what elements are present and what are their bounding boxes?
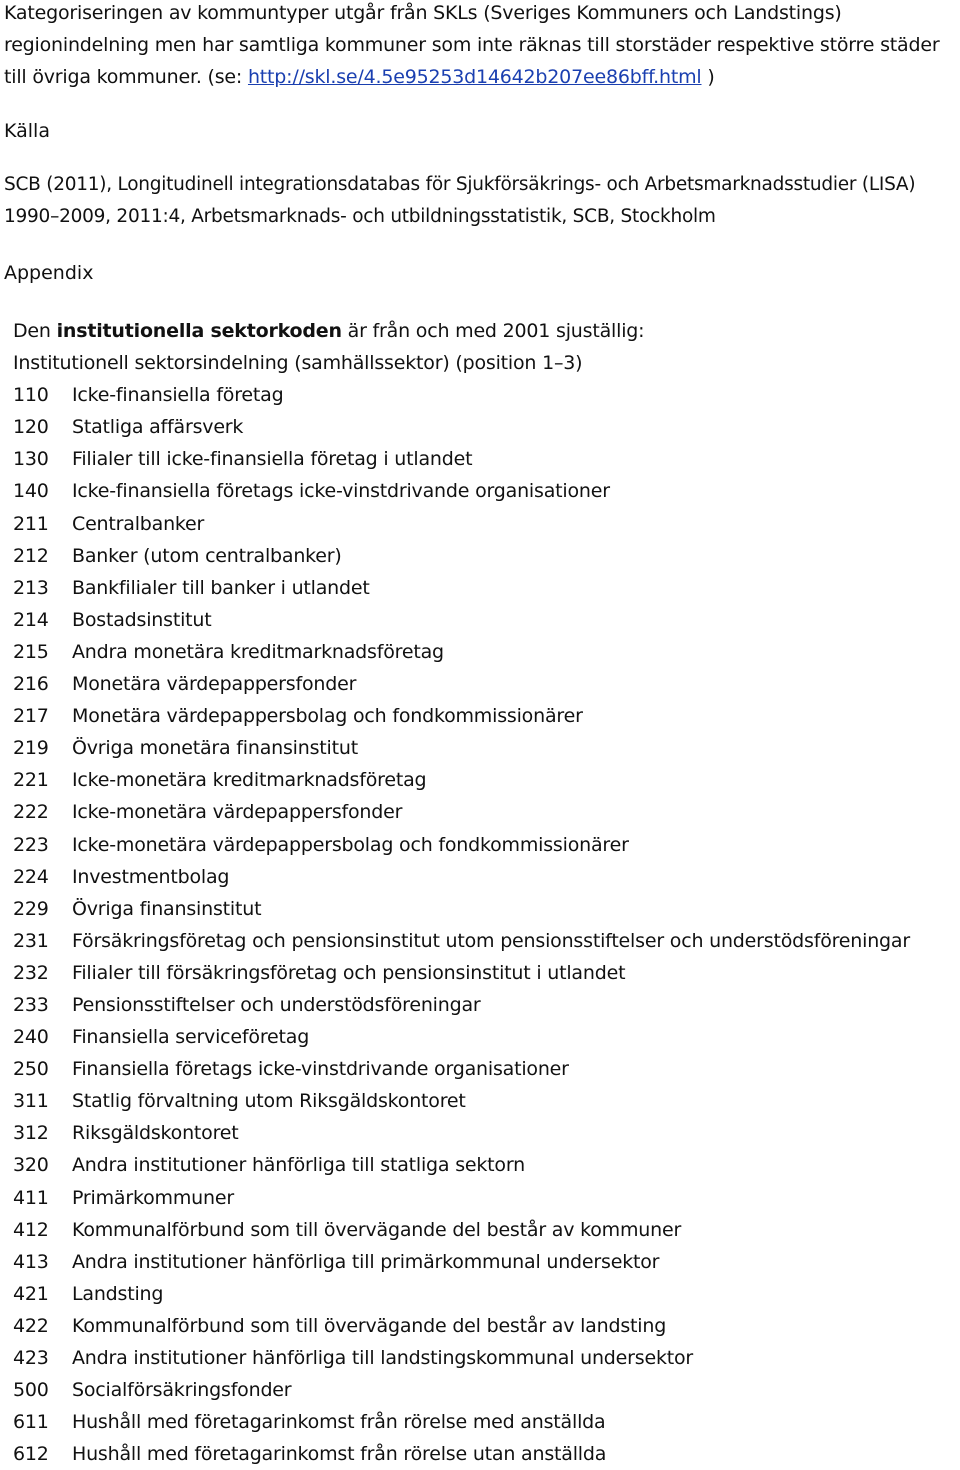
sector-label: Bankfilialer till banker i utlandet	[72, 576, 370, 599]
sector-code: 222	[13, 801, 49, 824]
sector-label: Icke-monetära kreditmarknadsföretag	[72, 769, 427, 792]
sector-code: 500	[13, 1379, 49, 1402]
source-citation	[4, 169, 959, 233]
sector-label: Filialer till icke-finansiella företag i utlandet	[72, 448, 473, 471]
skl-link[interactable]: http://skl.se/4.5e95253d14642b207ee86bff.html	[247, 66, 702, 88]
sector-code: 223	[13, 833, 49, 856]
sector-label: Andra institutioner hänförliga till statliga sektorn	[72, 1154, 525, 1177]
intro-text: )	[701, 66, 715, 88]
sector-code-row	[13, 1117, 953, 1149]
sector-label: Kommunalförbund som till övervägande del består av landsting	[72, 1314, 667, 1337]
sector-code: 231	[13, 929, 49, 952]
sector-code-row	[13, 1374, 953, 1406]
sector-label: Andra institutioner hänförliga till primärkommunal undersektor	[72, 1250, 660, 1273]
sector-code: 413	[13, 1250, 49, 1273]
sector-code: 215	[13, 640, 49, 663]
appendix-intro-text: Den	[13, 320, 57, 342]
sector-code: 611	[13, 1411, 49, 1434]
sector-code: 221	[13, 769, 49, 792]
sector-label: Övriga monetära finansinstitut	[72, 737, 358, 760]
sector-code: 219	[13, 737, 49, 760]
sector-code: 411	[13, 1186, 49, 1209]
sector-code-row	[13, 604, 953, 636]
sector-code-row	[13, 379, 953, 411]
sector-code: 110	[13, 384, 49, 407]
intro-line	[4, 61, 959, 93]
sector-label: Statliga affärsverk	[72, 416, 244, 439]
source-line: 1990–2009, 2011:4, Arbetsmarknads- och utbildningsstatistik, SCB, Stockholm	[4, 206, 716, 227]
sector-code-row	[13, 829, 953, 861]
sector-label: Investmentbolag	[72, 865, 230, 888]
sector-code: 250	[13, 1058, 49, 1081]
sector-code-row	[13, 1342, 953, 1374]
sector-code-row	[13, 1310, 953, 1342]
sector-code-row	[13, 1053, 953, 1085]
intro-text: till övriga kommuner. (se:	[4, 66, 248, 88]
sector-code-row	[13, 764, 953, 796]
sector-code: 320	[13, 1154, 49, 1177]
sector-code: 412	[13, 1218, 49, 1241]
sector-label: Monetära värdepappersbolag och fondkommissionärer	[72, 705, 583, 728]
sector-code-row	[13, 861, 953, 893]
sector-code-row	[13, 636, 953, 668]
sector-code: 612	[13, 1443, 49, 1466]
sector-code-row	[13, 411, 953, 443]
sector-label: Monetära värdepappersfonder	[72, 673, 357, 696]
sector-code: 140	[13, 480, 49, 503]
sector-code: 224	[13, 865, 49, 888]
appendix-intro-text: är från och med 2001 sjuställig:	[341, 320, 645, 342]
sector-label: Centralbanker	[72, 512, 205, 535]
sector-label: Kommunalförbund som till övervägande del består av kommuner	[72, 1218, 682, 1241]
sector-code: 217	[13, 705, 49, 728]
sector-code-row	[13, 508, 953, 540]
sector-code-row	[13, 1278, 953, 1310]
sector-label: Landsting	[72, 1282, 164, 1305]
sector-code-row	[13, 443, 953, 475]
sector-code-row	[13, 796, 953, 828]
sector-code: 240	[13, 1026, 49, 1049]
intro-paragraph	[4, 0, 959, 93]
sector-code-row	[13, 700, 953, 732]
source-line: SCB (2011), Longitudinell integrationsdatabas för Sjukförsäkrings- och Arbetsmarknadsstudier (LISA)	[4, 174, 916, 195]
sector-code: 216	[13, 673, 49, 696]
sector-label: Icke-finansiella företags icke-vinstdrivande organisationer	[72, 480, 610, 503]
sector-code: 423	[13, 1347, 49, 1369]
sector-code-row	[13, 1149, 953, 1181]
sector-code: 130	[13, 448, 49, 471]
sector-label: Filialer till försäkringsföretag och pensionsinstitut i utlandet	[72, 961, 626, 984]
sector-code-row	[13, 925, 953, 957]
sector-label: Hushåll med företagarinkomst från rörelse med anställda	[72, 1411, 606, 1434]
sector-code: 120	[13, 416, 49, 439]
sector-code-list	[13, 379, 953, 1470]
sector-label: Andra institutioner hänförliga till landstingskommunal undersektor	[72, 1347, 694, 1369]
sector-code: 233	[13, 993, 49, 1016]
sector-code-row	[13, 540, 953, 572]
sector-code-row	[13, 475, 953, 507]
sector-code-row	[13, 668, 953, 700]
sector-code-row	[13, 1406, 953, 1438]
sector-label: Banker (utom centralbanker)	[72, 544, 342, 567]
sector-code-row	[13, 989, 953, 1021]
sector-code: 232	[13, 961, 49, 984]
intro-line: Kategoriseringen av kommuntyper utgår från SKLs (Sveriges Kommuners och Landstings)	[4, 2, 842, 24]
sector-code-row	[13, 732, 953, 764]
sector-code-row	[13, 1246, 953, 1278]
sector-label: Andra monetära kreditmarknadsföretag	[72, 640, 444, 663]
sector-code-row	[13, 1021, 953, 1053]
sector-label: Bostadsinstitut	[72, 608, 212, 631]
sector-code: 311	[13, 1090, 49, 1113]
sector-code-row	[13, 1085, 953, 1117]
sector-code: 229	[13, 897, 49, 920]
sector-label: Finansiella företags icke-vinstdrivande organisationer	[72, 1058, 569, 1081]
sector-code: 214	[13, 608, 49, 631]
sector-code-row	[13, 1438, 953, 1470]
sector-code: 212	[13, 544, 49, 567]
sector-code: 421	[13, 1282, 49, 1305]
sector-label: Primärkommuner	[72, 1186, 234, 1209]
sector-code: 312	[13, 1122, 49, 1145]
appendix-subtitle: Institutionell sektorsindelning (samhällssektor) (position 1–3)	[13, 352, 583, 375]
sector-code: 211	[13, 512, 49, 535]
source-heading: Källa	[4, 120, 50, 142]
sector-code-row	[13, 893, 953, 925]
sector-label: Övriga finansinstitut	[72, 897, 262, 920]
sector-label: Riksgäldskontoret	[72, 1122, 239, 1145]
sector-label: Finansiella serviceföretag	[72, 1026, 310, 1049]
sector-label: Försäkringsföretag och pensionsinstitut utom pensionsstiftelser och understödsföreningar	[72, 929, 910, 952]
appendix-content	[13, 315, 953, 1470]
sector-label: Socialförsäkringsfonder	[72, 1379, 292, 1402]
sector-label: Statlig förvaltning utom Riksgäldskontoret	[72, 1090, 466, 1113]
intro-line: regionindelning men har samtliga kommuner som inte räknas till storstäder respektive större städer	[4, 34, 940, 56]
sector-label: Icke-monetära värdepappersbolag och fondkommissionärer	[72, 833, 629, 856]
sector-code-row	[13, 957, 953, 989]
appendix-intro	[13, 315, 953, 347]
appendix-intro-bold: institutionella sektorkoden	[56, 320, 342, 342]
sector-label: Icke-finansiella företag	[72, 384, 284, 407]
sector-code-row	[13, 1214, 953, 1246]
sector-label: Hushåll med företagarinkomst från rörelse utan anställda	[72, 1443, 607, 1466]
sector-code-row	[13, 572, 953, 604]
sector-code-row	[13, 1182, 953, 1214]
sector-label: Icke-monetära värdepappersfonder	[72, 801, 403, 824]
appendix-heading: Appendix	[4, 262, 94, 284]
sector-label: Pensionsstiftelser och understödsföreningar	[72, 993, 481, 1016]
sector-code: 422	[13, 1314, 49, 1337]
sector-code: 213	[13, 576, 49, 599]
